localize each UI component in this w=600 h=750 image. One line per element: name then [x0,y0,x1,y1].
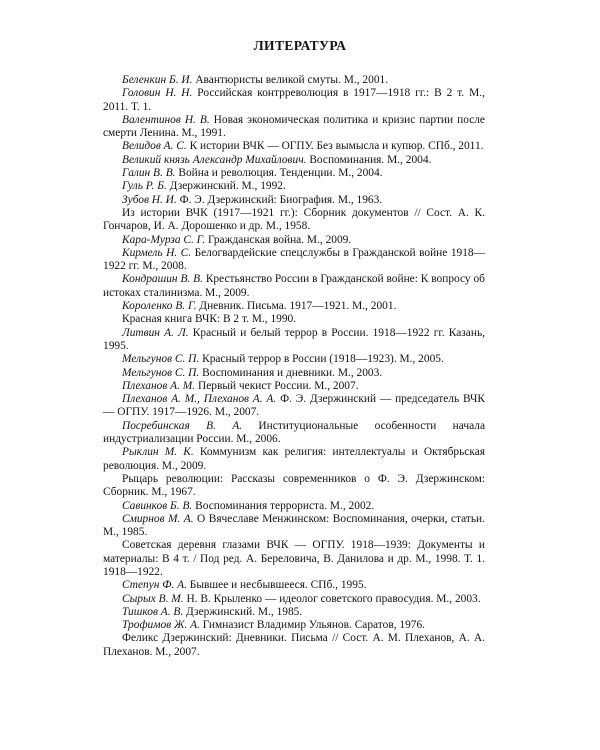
reference-text: Гражданская война. М., 2009. [205,233,352,246]
reference-author: Смирнов М. А. [122,512,194,525]
reference-text: Ф. Э. Дзержинский: Биография. М., 1963. [176,193,383,206]
reference-text: Дзержинский. М., 1992. [166,180,286,193]
reference-entry [103,500,485,513]
reference-text: Феликс Дзержинский: Дневники. Письма // Сост. А. М. Плеханов, А. А. Плеханов. М., 2007. [103,632,485,658]
reference-text: Бывшее и несбывшееся. СПб., 1995. [186,579,367,592]
reference-entry [103,140,485,153]
reference-entry [103,579,485,592]
reference-entry [103,367,485,380]
reference-author: Тишков А. В. [122,605,184,618]
reference-text: Ф. Э. Дзержинский — председатель ВЧК — ОГПУ. 1917—1926. М., 2007. [103,393,485,419]
reference-author: Беленкин Б. И. [122,74,193,86]
reference-author: Гуль Р. Б. [122,180,167,193]
reference-text: Дневник. Письма. 1917—1921. М., 2001. [196,300,397,313]
reference-text: Из истории ВЧК (1917—1921 гг.): Сборник документов // Сост. А. К. Гончаров, И. А. Дорошенко и др. М., 1958. [103,206,485,233]
reference-text: Воспоминания террориста. М., 2002. [192,499,375,512]
reference-author: Кондрашин В. В. [122,273,203,286]
reference-author: Валентинов Н. В. [122,113,210,126]
reference-text: Дзержинский. М., 1985. [183,605,303,618]
reference-text: О Вячеславе Менжинском: Воспоминания, очерки, статьи. М., 1985. [103,512,485,539]
reference-text: Красный и белый террор в России. 1918—1922 гг. Казань, 1995. [103,326,485,352]
reference-entry [103,247,485,274]
reference-entry [103,619,485,632]
reference-entry [103,353,485,366]
reference-author: Посребинская В. А. [122,419,243,432]
reference-author: Кирмель Н. С. [122,246,192,259]
reference-entry [103,393,485,420]
reference-author: Степун Ф. А. [122,579,187,592]
reference-text: Институциональные особенности начала индустриализации России. М., 2006. [103,419,485,446]
reference-entry [103,167,485,180]
reference-author: Галин В. В. [122,167,176,180]
reference-author: Мельгунов С. П. [122,366,200,379]
reference-text: Красная книга ВЧК: В 2 т. М., 1990. [122,313,297,326]
reference-entry [103,380,485,393]
reference-entry [103,313,485,326]
reference-text: Воспоминания. М., 2004. [306,153,432,166]
reference-entry [103,632,485,659]
reference-text: Красный террор в России (1918—1923). М., 2005. [199,353,444,366]
reference-author: Велидов А. С. [122,140,187,153]
reference-text: Авантюристы великой смуты. М., 2001. [192,74,389,86]
reference-author: Зубов Н. И. [122,193,177,206]
reference-entry [103,539,485,579]
reference-author: Рыклин М. К. [122,446,194,459]
reference-text: Крестьянство России в Гражданской войне: К вопросу об истоках сталинизма. М., 2009. [103,273,485,299]
reference-entry [103,207,485,234]
reference-entry [103,327,485,354]
reference-author: Короленко В. Г. [122,300,197,313]
reference-author: Головин Н. Н. [122,87,193,100]
reference-entry [103,513,485,540]
reference-entry [103,154,485,167]
reference-entry [103,446,485,473]
page-title: ЛИТЕРАТУРА [253,38,347,53]
reference-author: Кара-Мурза С. Г. [122,233,206,246]
reference-entry [103,593,485,606]
reference-author: Савинков Б. В. [122,499,193,512]
reference-author: Плеханов А. М., Плеханов А. А. [122,393,277,406]
reference-text: Воспоминания и дневники. М., 2003. [199,366,383,379]
reference-text: Белогвардейские спецслужбы в Гражданской войне 1918—1922 гг. М., 2008. [103,246,485,273]
reference-entry [103,234,485,247]
reference-entry [103,420,485,447]
reference-text: Война и революция. Тенденции. М., 2004. [175,167,383,180]
reference-entry [103,300,485,313]
reference-author: Великий князь Александр Михайлович. [122,153,307,166]
reference-entry [103,473,485,500]
reference-text: Новая экономическая политика и кризис партии после смерти Ленина. М., 1991. [103,113,485,140]
reference-text: Н. В. Крыленко — идеолог советского правосудия. М., 2003. [183,592,481,605]
reference-author: Сырых В. М. [122,592,184,605]
reference-text: Рыцарь революции: Рассказы современников о Ф. Э. Дзержинском: Сборник. М., 1967. [103,472,485,499]
reference-author: Трофимов Ж. А. [122,619,200,632]
reference-text: Первый чекист России. М., 2007. [195,379,359,392]
reference-author: Литвин А. Л. [122,326,189,339]
reference-entry [103,273,485,300]
reference-list [103,74,485,659]
reference-entry [103,114,485,141]
reference-author: Плеханов А. М. [122,379,196,392]
reference-text: К истории ВЧК — ОГПУ. Без вымысла и купюр. СПб., 2011. [186,140,484,153]
reference-entry [103,606,485,619]
reference-text: Российская контрреволюция в 1917—1918 гг.: В 2 т. М., 2011. Т. 1. [103,87,485,113]
reference-author: Мельгунов С. П. [122,353,200,366]
reference-entry [103,74,485,87]
reference-text: Гимназист Владимир Ульянов. Саратов, 1976. [199,619,426,632]
reference-entry [103,87,485,114]
reference-entry [103,180,485,193]
reference-text: Советская деревня глазами ВЧК — ОГПУ. 1918—1939: Документы и материалы: В 4 т. / Под ред. А. Береловича, В. Данилова и др. М., 1998. Т. 1. 1918—1922. [103,539,485,578]
reference-text: Коммунизм как религия: интеллектуалы и Октябрьская революция. М., 2009. [103,446,485,472]
reference-entry [103,194,485,207]
